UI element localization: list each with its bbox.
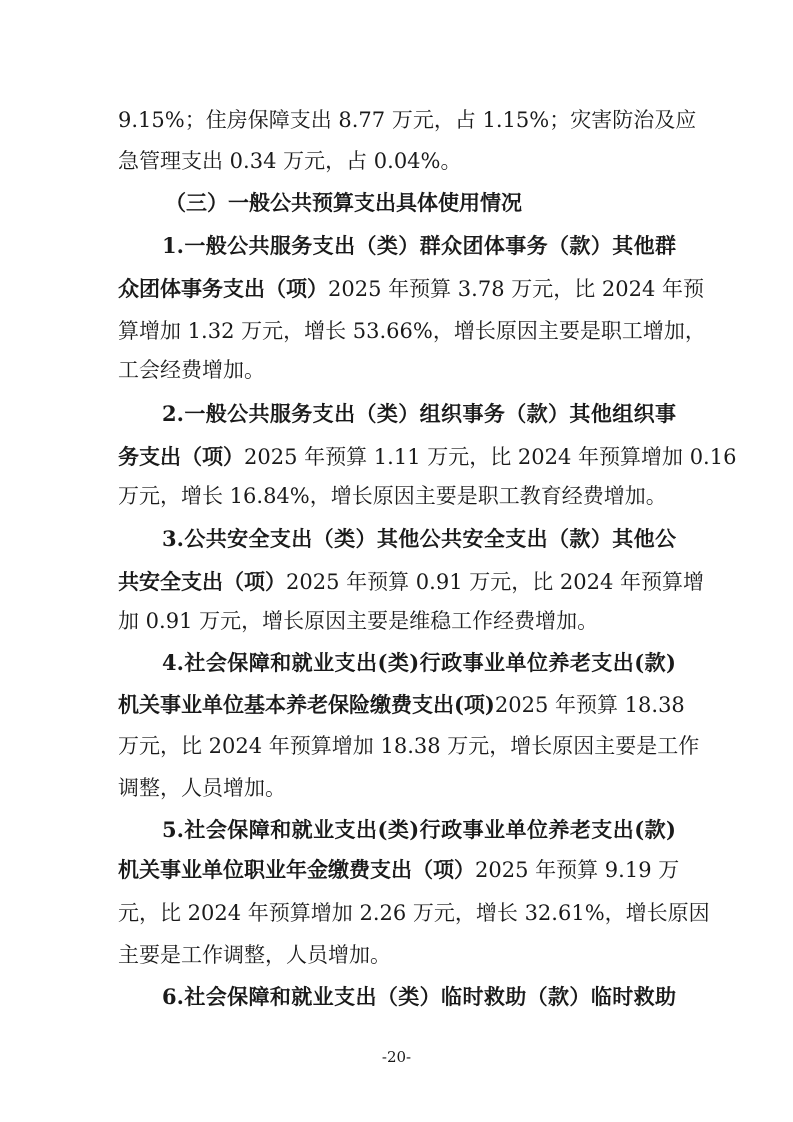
bold-text: 机关事业单位基本养老保险缴费支出(项) <box>118 692 495 717</box>
bold-text: 4.社会保障和就业支出(类)行政事业单位养老支出(款) <box>162 650 676 675</box>
text-line <box>118 443 737 471</box>
bold-text: （三）一般公共预算支出具体使用情况 <box>165 190 522 215</box>
body-text: 2025 年预算 0.91 万元，比 2024 年预算增 <box>286 570 705 594</box>
bold-text: 3.公共安全支出（类）其他公共安全支出（款）其他公 <box>162 526 676 551</box>
body-text: 元，比 2024 年预算增加 2.26 万元，增长 32.61%，增长原因 <box>118 901 710 925</box>
page-number: -20- <box>381 1048 412 1066</box>
item-heading <box>162 400 676 428</box>
body-text: 2025 年预算 3.78 万元，比 2024 年预 <box>328 277 705 301</box>
body-text: 2025 年预算 1.11 万元，比 2024 年预算增加 0.16 <box>244 445 737 469</box>
body-text: 2025 年预算 9.19 万 <box>475 858 680 882</box>
body-text: 主要是工作调整，人员增加。 <box>118 943 391 967</box>
text-line <box>118 941 676 969</box>
body-text: 9.15%；住房保障支出 8.77 万元，占 1.15%；灾害防治及应 <box>118 108 697 132</box>
text-line <box>118 482 676 510</box>
body-text: 算增加 1.32 万元，增长 53.66%，增长原因主要是职工增加， <box>118 319 706 343</box>
item-heading <box>162 525 676 553</box>
item-heading <box>162 649 676 677</box>
body-text: 急管理支出 0.34 万元，占 0.04%。 <box>118 149 462 173</box>
text-line <box>118 147 676 175</box>
text-line <box>118 774 676 802</box>
text-line <box>118 317 706 345</box>
body-text: 万元，增长 16.84%，增长原因主要是职工教育经费增加。 <box>118 484 667 508</box>
body-text: 调整，人员增加。 <box>118 776 286 800</box>
bold-text: 共安全支出（项） <box>118 569 286 594</box>
bold-text: 务支出（项） <box>118 444 244 469</box>
bold-text: 5.社会保障和就业支出(类)行政事业单位养老支出(款) <box>162 817 676 842</box>
text-line <box>118 732 700 760</box>
item-heading <box>162 816 676 844</box>
text-line <box>118 691 685 719</box>
bold-text: 机关事业单位职业年金缴费支出（项） <box>118 857 475 882</box>
body-text: 万元，比 2024 年预算增加 18.38 万元，增长原因主要是工作 <box>118 734 700 758</box>
text-line <box>118 607 676 635</box>
text-line <box>118 106 697 134</box>
body-text: 工会经费增加。 <box>118 358 265 382</box>
body-text: 2025 年预算 18.38 <box>494 693 685 717</box>
text-line <box>118 568 705 596</box>
bold-text: 1.一般公共服务支出（类）群众团体事务（款）其他群 <box>162 233 676 258</box>
item-heading <box>162 983 676 1011</box>
item-heading <box>162 232 676 260</box>
bold-text: 6.社会保障和就业支出（类）临时救助（款）临时救助 <box>162 984 676 1009</box>
bold-text: 众团体事务支出（项） <box>118 276 328 301</box>
text-line <box>118 899 710 927</box>
bold-text: 2.一般公共服务支出（类）组织事务（款）其他组织事 <box>162 401 676 426</box>
text-line <box>118 356 676 384</box>
section-heading <box>165 189 565 217</box>
text-line <box>118 856 680 884</box>
text-line <box>118 275 705 303</box>
body-text: 加 0.91 万元，增长原因主要是维稳工作经费增加。 <box>118 609 599 633</box>
